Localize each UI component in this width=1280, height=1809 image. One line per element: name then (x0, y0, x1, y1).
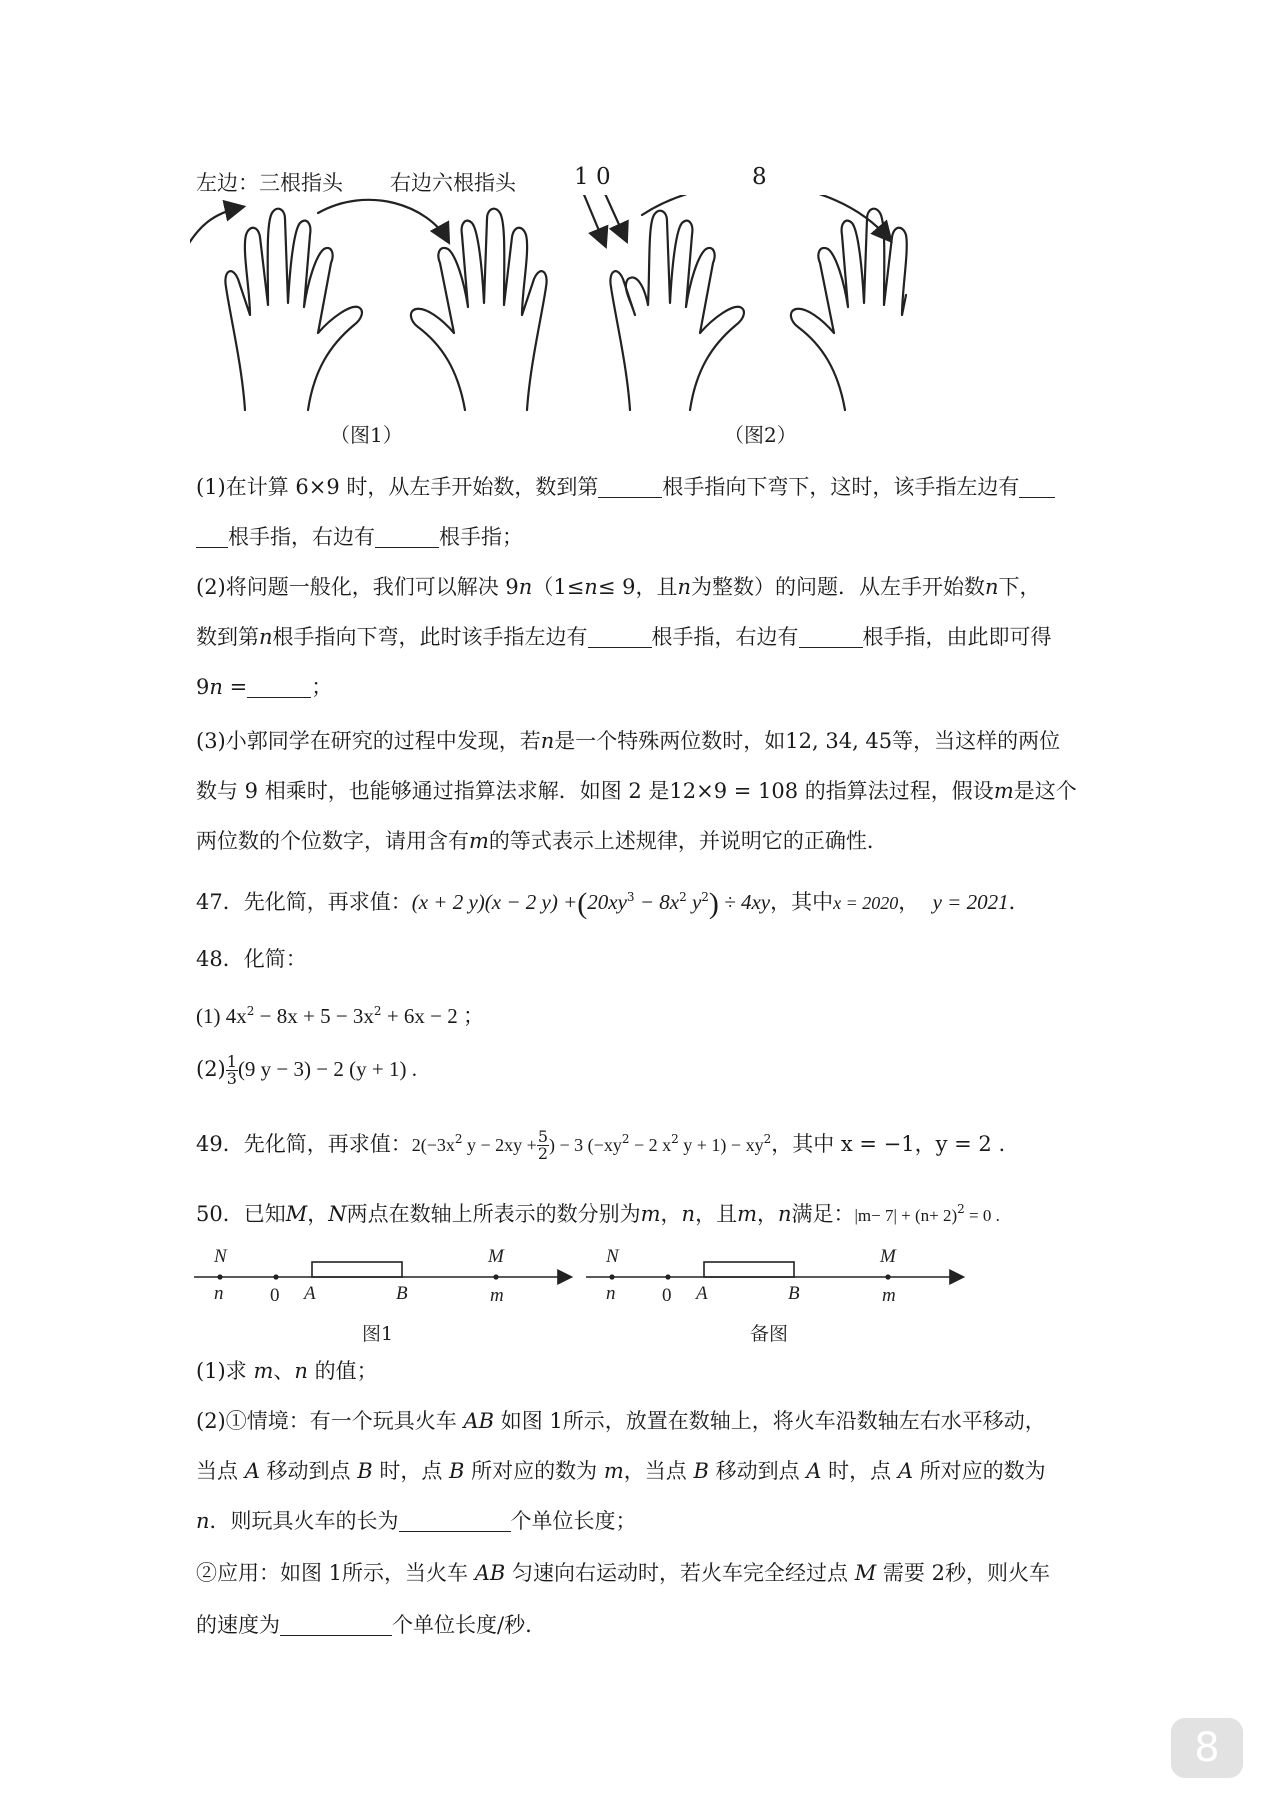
hands-figure (190, 195, 910, 415)
q46-part2-line2: 数到第n根手指向下弯，此时该手指左边有 根手指，右边有 根手指，由此即可得 (196, 625, 1052, 649)
svg-text:A: A (304, 1283, 316, 1304)
svg-text:N: N (606, 1246, 619, 1267)
q46-part2-line1: (2)将问题一般化，我们可以解决 9n（1≤n≤ 9，且n为整数）的问题．从左手开始数n下， (196, 575, 1041, 599)
number-line-figures (190, 1240, 980, 1360)
q46-part3-line1: (3)小郭同学在研究的过程中发现，若n是一个特殊两位数时，如12, 34, 45等，当这样的两位 (196, 729, 1061, 753)
answer-blank[interactable] (247, 675, 311, 698)
train-ab-spare (704, 1262, 794, 1277)
answer-blank[interactable] (399, 1509, 511, 1532)
question-47: 47．先化简，再求值：(x + 2 y)(x − 2 $y) +(20xy^3 - 8x^2$ $y^2) \div 4xy$，其中x = 2020， y = 2021． (196, 887, 1030, 920)
svg-text:B: B (396, 1283, 408, 1304)
svg-text:n: n (214, 1283, 224, 1304)
fig1-caption: （图1） (330, 423, 403, 447)
question-49: 49．先化简，再求值：$2(-3x^2$ y − 2xy + $\frac{5}{2}$ ) − 3 ($-xy^2 - 2$ $x^2$ $y + 1) - xy^2$，其中 x = −1，y = 2 . (196, 1127, 1006, 1163)
answer-blank[interactable] (1019, 475, 1055, 498)
svg-text:M: M (488, 1246, 504, 1267)
fig1-right-label: 右边六根指头 (390, 171, 516, 195)
fig2-caption: （图2） (724, 423, 797, 447)
answer-blank[interactable] (280, 1613, 392, 1636)
answer-blank[interactable] (799, 625, 863, 648)
answer-blank[interactable] (588, 625, 652, 648)
fig1-left-label: 左边：三根指头 (196, 171, 343, 195)
q46-part3-line3: 两位数的个位数字，请用含有m的等式表示上述规律，并说明它的正确性． (196, 829, 888, 853)
svg-text:m: m (882, 1285, 896, 1306)
q50-part2-line2: 当点 A 移动到点 B 时，点 B 所对应的数为 m，当点 B 移动到点 A 时，点 A 所对应的数为 (196, 1459, 1046, 1483)
svg-text:M: M (880, 1246, 896, 1267)
fig1-left-hand (225, 209, 362, 410)
svg-text:m: m (490, 1285, 504, 1306)
question-48-title: 48．化简： (196, 947, 307, 971)
q50-part2-line3: n．则玩具火车的长为 个单位长度； (196, 1509, 637, 1533)
fig2-left-hand (610, 211, 744, 410)
question-50: 50．已知M，N两点在数轴上所表示的数分别为m，n，且m，n满足：$|m- 7| + (n+ 2)^2 = 0$ . (196, 1202, 1000, 1226)
q46-part1-line1: (1)在计算 6×9 时，从左手开始数，数到第 根手指向下弯下，这时，该手指左边有 (196, 472, 1055, 502)
svg-text:A: A (696, 1283, 708, 1304)
svg-text:N: N (214, 1246, 227, 1267)
answer-blank[interactable] (375, 525, 439, 548)
answer-blank[interactable] (598, 475, 662, 498)
question-48-part2: (2) $\frac{1}{3}$ (9 y − 3) − 2 (y + 1) . (196, 1052, 417, 1088)
q46-part1-line2: 根手指，右边有 根手指； (196, 522, 523, 552)
fig2-left-digits: 1 0 (574, 164, 611, 190)
q50-part3-line1: ②应用：如图 1所示，当火车 AB 匀速向右运动时，若火车完全经过点 M 需要 2秒，则火车 (196, 1561, 1050, 1585)
svg-text:n: n (606, 1283, 616, 1304)
svg-text:0: 0 (270, 1285, 280, 1306)
q50-part3-line2: 的速度为 个单位长度/秒. (196, 1613, 532, 1637)
train-ab-fig1 (312, 1262, 402, 1277)
question-48-part1: (1) $4x^2 - 8x + 5 - 3x^2 + 6x - 2$ ； (196, 1004, 484, 1028)
fig1-right-hand (411, 209, 547, 410)
q50-part2-line1: (2)①情境：有一个玩具火车 AB 如图 1所示，放置在数轴上，将火车沿数轴左右水平移动， (196, 1409, 1046, 1433)
page-number-badge: 8 (1171, 1718, 1243, 1778)
svg-text:B: B (788, 1283, 800, 1304)
fig2-right-digit: 8 (752, 164, 767, 190)
q46-part2-line3: 9n = ； (196, 675, 333, 699)
svg-text:0: 0 (662, 1285, 672, 1306)
q50-part1: (1)求 m、n 的值； (196, 1359, 378, 1383)
number-line-spare-caption: 备图 (750, 1323, 789, 1345)
answer-blank[interactable] (196, 525, 228, 548)
number-line-fig1-caption: 图1 (362, 1323, 394, 1345)
q46-part3-line2: 数与 9 相乘时，也能够通过指算法求解．如图 2 是12×9 = 108 的指算法过程，假设m是这个 (196, 779, 1077, 803)
